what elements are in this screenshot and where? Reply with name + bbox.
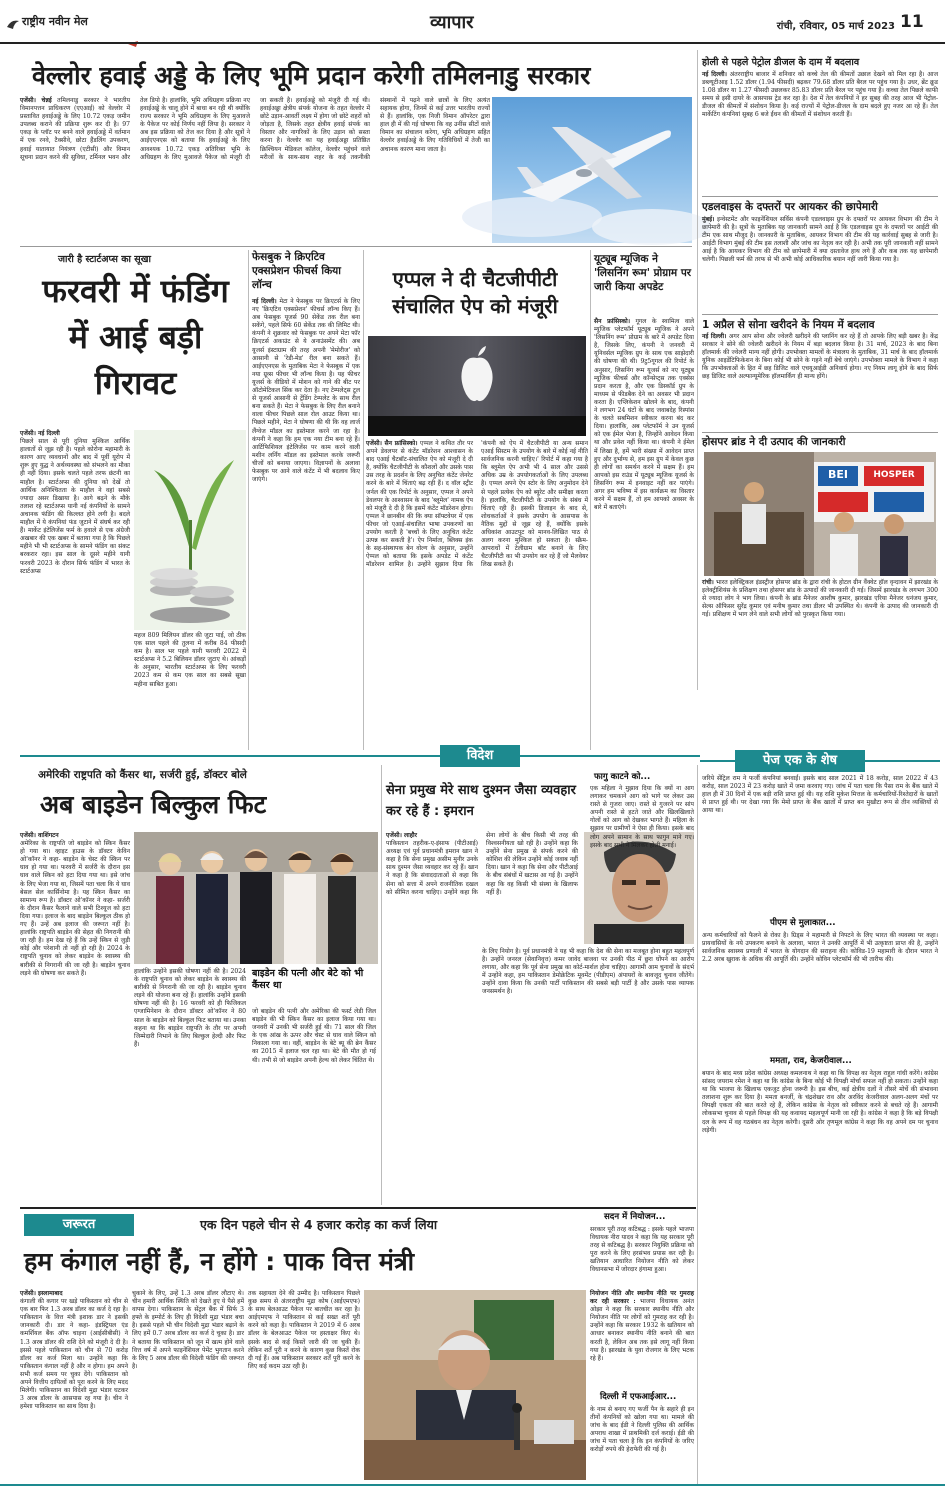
hosper-article: रांची। भारत इलेक्ट्रिकल इंडस्ट्रीज होसपर ब्रांड के द्वारा रांची के होटल ग्रीन वैंक्वेट हॉल वृन्दावन में झारखंड के इलेक्ट्रीशियंस के प्रशिक्षण तथा होसपर ब्रांड के उत्पादों की जानकारी दी गई। जिसमें झारखंड के लगभग 300 से ज्यादा लोग ने भाग लिया। कंपनी के ब्रांड मैनेजर आशीष कुमार, झारखंड एरिया मैनेजर धनंजय कुमार, सेल्स ऑफिसर सुरेंद्र कुमार एवं मनीष कुमार तथा डीलर भी उपस्थित थे। कंपनी के उत्पाद की जानकारी दी गई। प्रशिक्षण में भाग लेने वाले सभी लोगों को पुरस्कृत किया गया। <box>702 579 938 619</box>
pageone-label: पेज एक के शेष <box>735 750 865 772</box>
ishaq-dar-photo <box>364 1290 586 1480</box>
page-dateline: रांची, रविवार, 05 मार्च 2023 <box>776 21 895 32</box>
hosper-event-photo <box>704 452 936 576</box>
bei-badge: BEI <box>828 468 848 481</box>
fuel-headline: होली से पहले पेट्रोल डीजल के दाम में बदलाव <box>702 57 860 68</box>
fuel-rule <box>702 196 938 197</box>
imran-article: एजेंसी। लाहौर पाकिस्तान तहरीक-ए-इंसाफ (पीटीआई) अध्यक्ष एवं पूर्व प्रधानमंत्री इमरान खान ने कहा है कि सेना प्रमुख असीम मुनीर उनके साथ दुश्मन जैसा व्यवहार कर रहे हैं। खान ने कहा है कि संवाददाताओं से कहा कि सेना को सत्ता में अपने राजनीतिक दखल को सीमित करना चाहिए। उन्होंने कहा कि सेना लोगों के बीच किसी भी तरह की विश्वसनीयता खो रही है। उन्होंने कहा कि उन्होंने सेना प्रमुख से संपर्क करने की कोशिश की लेकिन उन्होंने कोई जवाब नहीं दिया। खान ने कहा कि सेना और पीटीआई के बीच संबंधों में खटास आ गई है। उन्होंने कहा कि वह किसी भी संस्था के खिलाफ नहीं हैं। <box>386 832 578 896</box>
masthead-rule <box>0 42 945 44</box>
pak-kicker: एक दिन पहले चीन से 4 हजार करोड़ का कर्ज लिया <box>200 1217 438 1232</box>
mamta-head: ममता, राव, केजरीवाल... <box>770 1056 852 1066</box>
airplane-photo <box>492 97 692 243</box>
fagun-head: फागु काटने को... <box>594 772 651 782</box>
paper-name: राष्ट्रीय नवीन मेल <box>22 15 88 28</box>
pm-head: पीएम से मुलाकात... <box>770 918 836 928</box>
biden-divider <box>381 765 382 1205</box>
videsh-label: विदेश <box>440 745 520 767</box>
funding-headline: फरवरी में फंडिंग में आई बड़ी गिरावट <box>42 272 229 402</box>
biden-article-2: हालांकि उन्होंने इसकी घोषणा नहीं की है। 2024 के राष्ट्रपति चुनाव को लेकर बाइडेन के स्वास्थ्य की बारीकी से निगरानी की जा रही है। बाइडेन चुनाव लड़ने की योजना बना रहे हैं। हालांकि उन्होंने इसकी घोषणा नहीं की है। 16 फरवरी को ही फिजिकल एग्जामिनेशन के दौरान डॉक्टर ओ'कॉनर ने 80 साल के बाइडेन को बिल्कुल फिट बताया था। उनका कहना था कि बाइडेन राष्ट्रपति के तौर पर अपनी जिम्मेदारी निभाने के लिए बिल्कुल हेल्दी और फिट हैं। <box>134 968 246 1048</box>
funding-article: एजेंसी। नई दिल्ली पिछले साल से पूरी दुनिया मुश्किल आर्थिक हालातों से जूझ रही है। पहले कोरोना महामारी के कारण आए व्यवधानों और बाद में पूर्वी यूरोप में शुरू हुए युद्ध ने अर्थव्यवस्था को संभलने का मौका ही नहीं दिया। इसके चलते पहले तरफ छंटनी का माहौल है। स्टार्टअप्स की दुनिया को देखें तो आर्थिक अनिश्चितता के माहौल ने वहां सबसे ज्यादा असर डिखाया है। आगे बढ़ने के मौके तलाश रहे स्टार्टअप्स यानी नई कंपनियों के सामने अचानक फंडिंग की किल्लत होने लगी है। बदले माहौल में ये कंपनियां फंड जुटाने में संघर्ष कर रही हैं। मार्केट इंटेलिजेंस फर्म के हवाले से एक अंग्रेजी अखबार की एक खबर में बताया गया है कि पिछले महीने भी भी स्टार्टअप्स के सामने फंडिंग का संकट बरकरार रहा। इस साल के दूसरे महीने यानी फरवरी 2023 के दौरान सिर्फ फंडिंग में भारत के स्टार्टअप्स <box>20 430 130 575</box>
funding-article-2: महज 809 मिलियन डॉलर की जुटा पाई, जो ठीक एक साल पहले की तुलना में करीब 84 फीसदी कम है। साल भर पहले यानी फरवरी 2022 में स्टार्टअप्स ने 5.2 बिलियन डॉलर जुटाए थे। आंकड़ों के अनुसार, भारतीय स्टार्टअप्स के लिए फरवरी 2023 कम से कम एक साल का सबसे सूखा महीना साबित हुआ। <box>134 632 246 688</box>
edelweiss-rule <box>702 314 938 315</box>
youtube-article: सैन फ्रांसिस्को। गूगल के स्वामित्व वाले म्यूजिक प्लेटफॉर्म यूट्यूब म्यूजिक ने अपने 'लिसनिंग रूम' प्रोग्राम के बारे में अपडेट दिया है, जिसके लिए, कंपनी ने जनवरी में यूनिवर्सल म्यूजिक ग्रुप के साथ एक साझेदारी की घोषणा की थी। 9टु5गूगल की रिपोर्ट के अनुसार, लिसनिंग रूम यूजर्स को नए यूट्यूब म्यूजिक फीचर्स और कॉन्सेप्ट्स तक एक्सेस प्रदान करता है, और एक डिस्कॉर्ड ग्रुप के माध्यम से फीडबैक देने का अवसर भी प्रदान करता है। एप्लिकेशन खोलने के बाद, कंपनी ने लगभग 24 घंटों के बाद जवाबदेह रिस्पांस के चलते सबमिशन स्वीकार करना बंद कर दिया। हालांकि, अब प्लेटफॉर्म ने उन यूजर्स को एक ईमेल भेजा है, जिन्होंने आवेदन किया था और प्रवेश नहीं किया था। कंपनी ने ईमेल में लिखा है, हमें भारी संख्या में आवेदन प्राप्त हुए और दुर्भाग्य से, हम इस ग्रुप में केवल कुछ ही लोगों का समर्थन करने में सक्षम हैं। हम आपको इस राउंड में यूट्यूब म्यूजिक यूजर्स के लिसनिंग रूम में इनवाइट नहीं कर पाएंगे। अगर हम भविष्य में इस कार्यक्रम का विस्तार करने में सक्षम हैं, तो हम आपको अवसर के बारे में बताएंगे। <box>594 318 694 512</box>
gold-rule <box>702 432 938 433</box>
pm-article: अन्य कर्मचारियों को फैलने से रोका है। ग्रिड्स ने महामारी से निपटने के लिए भारत की व्यवस्था पर कहा। प्रायवासियों के नये उपकरण बनाने के अलावा, भारत ने उनकी आपूर्ति में भी उत्कृष्टता प्राप्त की है, उन्होंने सार्वजनिक स्वास्थ्य प्रणाली में भारत के योगदान की सराहना की। कोविड-19 महामारी के दौरान भारत ने 2.2 अरब खुराक के अधिक की आपूर्ति की। उन्होंने कोविन प्लेटफॉर्म की भी तारीफ की। <box>702 932 938 964</box>
funding-divider <box>248 250 249 750</box>
pak-article-3: तक सहायता देने की उम्मीद है। पाकिस्तान पिछले कुछ समय से अंतरराष्ट्रीय मुद्रा कोष (आईएमएफ) के साथ बेलआउट पैकेज पर बातचीत कर रहा है। आईएमएफ ने पाकिस्तान से कई सख्त शर्तें पूरी करने को कहा है। पाकिस्तान ने 2019 में 6 अरब डॉलर के बेलआउट पैकेज पर हस्ताक्षर किए थे। इसके बाद से कई किस्तें जारी की जा चुकी हैं। लेकिन शर्तें पूरी न करने के कारण कुछ किस्तें रोक दी गई हैं। अब पाकिस्तान सरकार शर्तें पूरी करने के लिए कई कदम उठा रही है। <box>248 1290 360 1370</box>
edelweiss-headline: एडलवाइस के दफ्तरों पर आयकर की छापेमारी <box>702 201 878 213</box>
hemant-article: जरिये सेंट्रिल राम ने फर्जी कंपनियां बनवाईं। इसके बाद साल 2021 में 18 करोड़, साल 2022 में 43 करोड़, साल 2023 में 23 करोड़ खाते में जमा करवाए गए। जांच में पता चला कि पैसा राम के बैंक खाते में हाल ही में 30 दिनों में एक बड़ी राशि प्राप्त हुई थी। यह राशि मुकेश मित्तल के कर्मचारियों-रिश्तेदारों के खातों से प्राप्त हुई थी। पर देखा गया कि मेमो प्राप्त के बैंक खातों में प्राप्त बन मुखौटा रूप से तीन व्यक्तियों से आया था। <box>702 775 938 815</box>
pak-tag: जरूरत <box>24 1214 134 1236</box>
facebook-headline: फेसबुक ने क्रिएटिव एक्सप्रेशन फीचर्स किया लॉन्च <box>252 251 341 291</box>
apple-article: एजेंसी। सैन फ्रांसिस्को। एप्पल ने कथित तौर पर अपने डेवलपर से कंटेंट मॉडरेशन आश्वासन के बाद एआई चैटबॉट-संचालित ऐप को मंजूरी दे दी है, क्योंकि चैटजीपीटी के कौशलों और उसके पास उस तरह के प्रदर्शन के लिए अनुचित कंटेंट जेनरेट करने के बारे में चिंताएं बढ़ रही हैं। द वॉल स्ट्रीट जर्नल की एक रिपोर्ट के अनुसार, एप्पल ने अपने डेवलपर के आश्वासन के बाद 'ब्लूमेल' नामक ऐप को मंजूरी दे दी है कि इसमें कंटेंट मॉडरेशन होगा। एप्पल ने छानबीन की कि क्या सॉफ्टवेयर में एक फीचर जो एआई-संचालित भाषा उपकरणों का उपयोग करती है 'बच्चों के लिए अनुचित कंटेंट उत्पन्न कर सकती है'। ऐप निर्माता, ब्लिक्स इंक के सह-संस्थापक बेन वोल्ग के अनुसार, उन्होंने ऐप्पल को बताया कि इसके अपडेट में कंटेंट मॉडरेशन शामिल है। उन्होंने सुझाव दिया कि 'कंपनी को ऐप में चैटजीपीटी या अन्य समान एआई सिस्टम के उपयोग के बारे में कोई नई नीति सार्वजनिक करनी चाहिए।' रिपोर्ट में कहा गया है कि ब्लूमेल ऐप अभी भी 4 साल और उससे अधिक उम्र के उपयोगकर्ताओं के लिए उपलब्ध है। एप्पल अपने ऐप स्टोर के लिए अनुमोदन देने से पहले प्रत्येक ऐप को ब्यूरेट और समीक्षा करता है। हालांकि, चैटजीपीटी के उपयोग के संबंध में चिंताएं रही हैं। इसकी डिजाइन के बाद से, शोधकर्ताओं ने इसके उपयोग के आसपास के नैतिक मुद्दों से जूझ रहे हैं, क्योंकि इसके अधिकांश आउटपुट को मानव-लिखित पाठ से अलग करना मुश्किल हो सकता है। स्क्रैम-आपराधों में टेलीग्राम बॉट बनाने के लिए चैटजीपीटी का भी उपयोग कर रहे हैं जो मैलवेयर लिख सकते हैं। <box>366 440 588 569</box>
edelweiss-article: मुंबई। इन्वेस्टमेंट और फाइनेंशियल सर्विस कंपनी एडलवाइस ग्रुप के दफ्तरों पर आयकर विभाग की टीम ने छापेमारी की है। सूत्रों के मुताबिक यह जानकारी सामने आई है कि एडलवाइस ग्रुप के दफ्तरों पर आईटी की टीम एक साथ मौजूद है। जानकारी के मुताबिक, आयकर विभाग की टीम की यह कार्रवाई सुबह से जारी है। आईटी विभाग मुंबई की टीम इस तलाशी और जांच का नेतृत्व कर रही है। अभी तक पूरी जानकारी नहीं सामने आई है कि आयकर विभाग की टीम को छापेमारी में क्या दस्तावेज हाथ लगे हैं और कब तक यह छापेमारी चलेगी। पिछली फर्म की तरफ से भी अभी कोई आधिकारिक बयान नहीं जारी किया गया है। <box>702 216 938 264</box>
hosper-badge: HOSPER <box>873 470 915 480</box>
lead-headline: वेल्लोर हवाई अड्डे के लिए भूमि प्रदान करेगी तमिलनाडु सरकार <box>32 61 591 90</box>
masthead-ornament-icon <box>128 32 138 38</box>
facebook-article: नई दिल्ली। मेटा ने फेसबुक पर क्रिएटर्स के लिए नए 'क्रिएटिव एक्सप्रेशन' फीचर्स लॉन्च किए हैं। अब फेसबुक यूजर्स 90 सेकेंड तक रील बना सकेंगे, पहले सिर्फ 60 सेकेंड तक की लिमिट थी। कंपनी ने शुक्रवार को फेसबुक पर अपने मेटा फॉर क्रिएटर्स अकाउंट से ये अनाउंसमेंट की। अब यूजर्स इंस्टाग्राम की तरह अपनी 'मेमोरीज' को आसानी से 'रेडी-मेड' रील बना सकते हैं। आईएएनएस के मुताबिक मेटा ने फेसबुक में एक नया ग्रूव्स फीचर भी लॉन्च किया है। यह फीचर यूजर्स के वीडियो में मोशन को गाने की बीट पर ऑटोमेटिकल सिंक कर देता है। नए टेम्पलेट्स टूल से यूजर्स आसानी से ट्रेंडिंग टेम्पलेट के साथ रील बना सकते हैं। मेटा ने फेसबुक के लिए रील बनाने वाला फीचर पिछले साल रोल आउट किया था। पिछले महीने, मेटा ने घोषणा की थी कि वह लार्ज लैंग्वेज मॉडल का इस्तेमाल करने जा रहा है। कंपनी ने कहा कि हम एक नया टीम बना रहे हैं। आर्टिफिशियल इंटेलिजेंस पर काम करने वाली मशीन लर्निंग मॉडल का इस्तेमाल करके जरूरी चीजों को बनाया जाएगा। विज्ञापनों के अलावा फेसबुक पर आने वाले कंटेंट में भी बदलाव किए जाएंगे। <box>252 298 361 484</box>
page-bottom-rule <box>0 1484 945 1486</box>
apple-headline: एप्पल ने दी चैटजीपीटी संचालित ऐप को मंजूरी <box>392 267 558 318</box>
page-number: 11 <box>900 12 924 32</box>
lead-article <box>20 97 490 227</box>
pageone-divider <box>697 765 698 1485</box>
masthead <box>0 0 945 44</box>
facebook-divider <box>363 250 364 750</box>
sadan-article: सरकार पूरी तरह कटिबद्ध : इसके पहले भाजपा विधायक नीरा यादव ने कहा कि यह सरकार पूरी तरह से कटिबद्ध है। सरकार नियुक्ति प्रक्रिया को पूरा करने के लिए हरसंभव प्रयास कर रही है। खतियान आधारित नियोजन नीति को लेकर विधानसभा में जोरदार हंगामा हुआ। <box>590 1226 694 1274</box>
paper-logo-icon <box>6 15 20 27</box>
biden-headline: अब बाइडेन बिल्कुल फिट <box>40 790 267 819</box>
niyojan-article: नियोजन नीति और स्थानीय नीति पर गुमराह कर रही सरकार : भाजपा विधायक अनंत ओझा ने कहा कि सरकार स्थानीय नीति और नियोजन नीति पर लोगों को गुमराह कर रही है। उन्होंने कहा कि सरकार 1932 के खतियान को आधार बनाकर स्थानीय नीति बनाने की बात करती है, लेकिन अब तक इसे लागू नहीं किया गया है। झारखंड के युवा रोजगार के लिए भटक रहे हैं। <box>590 1290 694 1362</box>
fuel-article: नई दिल्ली। अंतरराष्ट्रीय बाजार में शनिवार को कच्चे तेल की कीमतों उछाल देखने को मिल रहा है। आज डब्ल्यूटीआइ 1.52 डॉलर (1.94 फीसदी) बढ़कर 79.68 डॉलर प्रति बैरल पर पहुंच गया है। उधर, ब्रेंट क्रूड 1.08 डॉलर या 1.27 फीसदी उछलकर 85.83 डॉलर प्रति बैरल पर पहुंच गया है। कच्चा तेल पिछले काफी समय से इसी दायरे के आसपास ट्रेड कर रहा है। देश में तेल कंपनियों ने हर सुबह की तरह आज भी पेट्रोल-डीजल की कीमतों में संशोधन किया है। कई राज्यों में पेट्रोल-डीजल के दाम बदले हुए नजर आ रहे हैं। तेल मार्केटिंग कंपनियां सुबह 6 बजे ईंधन की कीमतों में संशोधन करती हैं। <box>702 71 939 119</box>
pak-article-2: चुकाने के लिए, उन्हें 1.3 अरब डॉलर लौटाए थे। चीन हमारी आर्थिक स्थिति को देखते हुए ये पैसे हमें वापस देगा। पाकिस्तान के सेंट्रल बैंक में सिर्फ 3 हफ्ते के इम्पोर्ट के लिए ही विदेशी मुद्रा भंडार बचा है। इससे पहले भी चीन विदेशी मुद्रा भंडार बढ़ाने के लिए हमें 0.7 अरब डॉलर का कर्ज दे चुका है। डार ने बताया कि पाकिस्तान को जून में खत्म होने वाले वित्त वर्ष में अपने फाइनेंशियल पेमेंट भुगतान करने के लिए 5 अरब डॉलर की विदेशी फंडिंग की जरूरत है। <box>132 1290 244 1370</box>
gold-headline: 1 अप्रैल से सोना खरीदने के नियम में बदलाव <box>702 319 875 331</box>
biden-article: एजेंसी। वाशिंगटन अमेरिका के राष्ट्रपति जो बाइडेन को स्किन कैंसर हो गया था। व्हाइट हाउस के डॉक्टर केविन ओ'कॉनर ने कहा- बाइडेन के चेस्ट की स्किन पर घाव हो गया था। फरवरी में सर्जरी के दौरान इस घाव वाले स्किन को हटा दिया गया था। इसे जांच के लिए भेजा गया था, जिसमें पता चला कि ये घाव बेसल सेल कार्सिनोमा है। यह स्किन कैंसर का सामान्य रूप है। डॉक्टर ओ'कॉनर ने कहा- सर्जरी के दौरान कैंसर फैलाने वाले सभी टिश्यूज को हटा दिया गया। इलाज के बाद बाइडेन बिल्कुल ठीक हो गए हैं। उन्हें अब इलाज की जरूरत नहीं है। हालांकि राष्ट्रपति बाइडेन की सेहत की निगरानी की जा रही है। हम देख रहे हैं कि उन्हें स्किन से जुड़ी कोई और परेशानी तो नहीं हो रही है। 2024 के राष्ट्रपति चुनाव को लेकर बाइडेन के स्वास्थ्य की बारीकी से निगरानी की जा रही है। बाइडेन चुनाव लड़ने की घोषणा कर सकते हैं। <box>20 832 130 977</box>
apple-divider <box>590 250 591 750</box>
videsh-rule <box>20 755 700 757</box>
apple-store-photo <box>368 336 586 436</box>
pak-top-rule <box>20 1207 696 1209</box>
mamta-article: बयान के बाद मध्य प्रदेश कांग्रेस अध्यक्ष कमलनाथ ने कहा था कि विपक्ष का नेतृत्व राहुल गांधी करेंगे। कांग्रेस सांसद जयराम रमेश ने कहा था कि कांग्रेस के बिना कोई भी विपक्षी मोर्चा सफल नहीं हो सकता। उन्होंने कहा था कि भाजपा के खिलाफ एकजुट होना जरूरी है। इस बीच, कई क्षेत्रीय दलों ने तीसरे मोर्चे की संभावना तलाशना शुरू कर दिया है। ममता बनर्जी, के चंद्रशेखर राव और अरविंद केजरीवाल अलग-अलग मंचों पर विपक्षी एकता की बात करते रहे हैं, लेकिन कांग्रेस के नेतृत्व को स्वीकार करने से बचते रहे हैं। आगामी लोकसभा चुनाव से पहले विपक्ष की यह कवायद महत्वपूर्ण मानी जा रही है। कांग्रेस ने कहा है कि बड़े विपक्षी दल के रूप में वह गठबंधन का नेतृत्व करेगी। दूसरी ओर तृणमूल कांग्रेस ने कहा कि वह अपने दम पर चुनाव लड़ेगी। <box>702 1070 938 1134</box>
pak-headline: हम कंगाल नहीं हैं, न होंगे : पाक वित्त मंत्री <box>24 1247 415 1276</box>
biden-family-photo <box>134 832 378 964</box>
lead-bottom-rule <box>20 246 692 247</box>
dilli-article: के नाम से बनाए गए फर्जी पैन के सहारे ही इन तीनों कंपनियों को खोला गया था। मामले की जांच के बाद ईडी ने दिल्ली पुलिस की आर्थिक अपराध शाखा में प्राथमिकी दर्ज कराई। ईडी की जांच में पता चला है कि इन कंपनियों के जरिए करोड़ों रुपये की हेराफेरी की गई है। <box>590 1406 694 1454</box>
funding-kicker: जारी है स्टार्टअप्स का सूखा <box>58 254 151 265</box>
lead-dateline: एजेंसी। चेन्नई <box>20 97 52 104</box>
imran-headline: सेना प्रमुख मेरे साथ दुश्मन जैसा व्यवहार कर रहे हैं : इमरान <box>386 783 576 819</box>
dilli-head: दिल्ली में एफआईआर... <box>600 1392 677 1402</box>
hosper-headline: होसपर ब्रांड ने दी उत्पाद की जानकारी <box>702 436 846 448</box>
sadan-head: सदन में नियोजन... <box>604 1212 666 1222</box>
coins-plant-photo <box>134 430 246 630</box>
gold-article: नई दिल्ली। अगर आप सोना और ज्वेलरी खरीदने की प्लानिंग कर रहे हैं तो आपके लिए बड़ी खबर है। केंद्र सरकार ने सोने की ज्वेलरी खरीदने के नियम में बड़ा बदलाव किया है। 31 मार्च, 2023 के बाद बिना हॉलमार्क की ज्वेलरी मान्य नहीं होगी। उपभोक्ता मामलों के मंत्रालय के मुताबिक, 31 मार्च के बाद हॉलमार्क यूनिक आइडेंटिफिकेशन के बिना कोई भी सोने के गहने नहीं बेचे जाएंगे। उपभोक्ता मामले के विभाग ने कहा कि उपभोक्ताओं के हित में छह डिजिट वाले एचयूआईडी अनिवार्य होगा। नए नियम लागू होने के बाद सिर्फ छह डिजिट वाले अल्फान्यूमेरिक हॉलमार्किंग ही मान्य होंगे। <box>702 333 939 381</box>
imran-article-2: के लिए नियोग है। पूर्व प्रधानमंत्री ने यह भी कहा कि देश की सेना का मजबूत होना बहुत महत्वपूर्ण है। उन्होंने जनरल (सेवानिवृत्त) कमर जावेद बाजवा पर उनकी पीठ में छुरा घोंपने का आरोप लगाया, और कहा कि पूर्व सेना प्रमुख का कोर्ट-मार्शल होना चाहिए। आगामी आम चुनावों के संदर्भ में उन्होंने कहा, हम पाकिस्तान डेमोक्रेटिक मूवमेंट (पीडीएम) अंपायरों के बावजूद चुनाव जीतेंगे। उन्होंने दावा किया कि उनकी पार्टी पाकिस्तान की सबसे बड़ी पार्टी है और उसके पास व्यापक जनसमर्थन है। <box>482 948 694 996</box>
youtube-headline: यूट्यूब म्यूजिक ने 'लिसनिंग रूम' प्रोग्राम पर जारी किया अपडेट <box>594 253 692 293</box>
lead-body: तमिलनाडु सरकार ने भारतीय विमानपत्तन प्राधिकरण (एएआई) को वेल्लोर में प्रस्तावित हवाईअड्डे के लिए 10.72 एकड़ जमीन उपलब्ध कराने की प्रक्रिया शुरू कर दी है। 97 एकड़ के प्लॉट पर बनने वाले हवाईअड्डे में वर्तमान में एक रनवे, टैक्सीवे, छोटा हैंडलिंग उपकरण, हवाई यातायात नियंत्रण (एटीसी) और विमान सूचना प्रदान करने की सुविधा, टर्मिनल भवन और तेल डिपो है। हालांकि, भूमि अधिग्रहण प्रक्रिया नए हवाईअड्डे के चालू होने में बाधा बन रही थी क्योंकि राज्य सरकार ने भूमि अधिग्रहण के लिए मुआवजे के पैकेज पर कोई निर्णय नहीं लिया है। सरकार ने अब इस प्रक्रिया को तेज कर दिया है और सूत्रों ने आईएएनएस को बताया कि हवाईअड्डे के लिए आवश्यक 10.72 एकड़ अतिरिक्त भूमि के अधिग्रहण के लिए मुआवजे पैकेज को मंजूरी दी जा सकती है। हवाईअड्डे को मंजूरी दी गई थी। हवाईअड्डा क्षेत्रीय संपर्क योजना के तहत वेल्लोर में छोटे उड़ान-आवर्ती लक्ष्य में होगा जो छोटे शहरों को जोड़ता है, जिसके तहत क्षेत्रीय हवाई संपर्क का विस्तार और नागरिकों के लिए उड़ान को सस्ता करना है। वेल्लोर का यह हवाईअड्डा प्रतिष्ठित क्रिश्चियन मेडिकल कॉलेज, वेल्लोर पहुंचने वाले मरीजों के साथ-साथ शहर के कई तकनीकी संस्थानों में पढ़ने वाले छात्रों के लिए अत्यंत सहायक होगा, जिनमें से कई उत्तर भारतीय राज्यों से हैं। हालांकि, एक निजी विमान ऑपरेटर द्वारा हाल ही में की गई घोषणा कि वह उनींस सीटों वाले विमान का संचालन करेगा, भूमि अधिग्रहण सहित वेल्लोर हवाईअड्डे के लिए गतिविधियों में तेजी का अचानक कारण माना जाता है। <box>20 97 490 161</box>
biden-kicker: अमेरिकी राष्ट्रपति को कैंसर था, सर्जरी हुई, डॉक्टर बोले <box>38 769 247 781</box>
biden-article-3: जो बाइडेन की पत्नी और अमेरिका की फर्स्ट लेडी जिल बाइडेन की भी स्किन कैंसर का इलाज किया गया था। जनवरी में उनकी भी सर्जरी हुई थी। 71 साल की जिल के एक आंख के ऊपर और चेस्ट से घाव वाले स्किन को निकाला गया था। वहीं, बाइडेन के बेटे ब्यू की ब्रेन कैंसर का 2015 में इलाज चल रहा था। बेटे की मौत हो गई थी। तभी से जो बाइडेन अपनी हेल्थ को लेकर चिंतित थे। <box>252 1008 376 1064</box>
biden-subheadline: बाइडेन की पत्नी और बेटे को भी कैंसर था <box>252 968 364 991</box>
pak-article: एजेंसी। इस्लामाबाद कंगाली की कगार पर खड़े पाकिस्तान को चीन से एक बार फिर 1.3 अरब डॉलर का कर्ज दे रहा है। पाकिस्तान के वित्त मंत्री इशाक डार ने इसकी जानकारी दी। डार ने कहा- इंडस्ट्रियल एंड कमर्शियल बैंक ऑफ चाइना (आईसीबीसी) ने 1.3 अरब डॉलर की राशि देने को मंजूरी दे दी है। इससे पहले पाकिस्तान को चीन से 70 करोड़ डॉलर का कर्ज मिला था। उन्होंने कहा कि पाकिस्तान कंगाल नहीं है और न होगा। हम अपने सभी कर्ज समय पर चुका देंगे। पाकिस्तान को अपने वित्तीय दायित्वों को पूरा करने के लिए मदद मिलेगी। पाकिस्तान का विदेशी मुद्रा भंडार घटकर 3 अरब डॉलर के आसपास रह गया है। चीन ने हमेशा पाकिस्तान का साथ दिया है। <box>20 1290 128 1411</box>
section-title: व्यापार <box>430 12 474 33</box>
right-column-divider <box>697 50 698 690</box>
fagun-article: एक महिला ने मुझाव दिया कि क्यों ना आग लगाकर चमकाने आग को भागे पर लेकर उस रास्ते से गुजरा जाए। रास्ते से गुजरने पर सांप अपनी रास्ते से हटते जाते और खिलखिलाते गोलों को आग को देखकर भागते हैं। महिला के सुझाव पर ग्रामीणों ने ऐसा ही किया। इसके बाद लोग अपने सामान के साथ फागुन माने गए। इसके बाद सभी ने मिलकर होली मनाई। <box>590 785 694 849</box>
